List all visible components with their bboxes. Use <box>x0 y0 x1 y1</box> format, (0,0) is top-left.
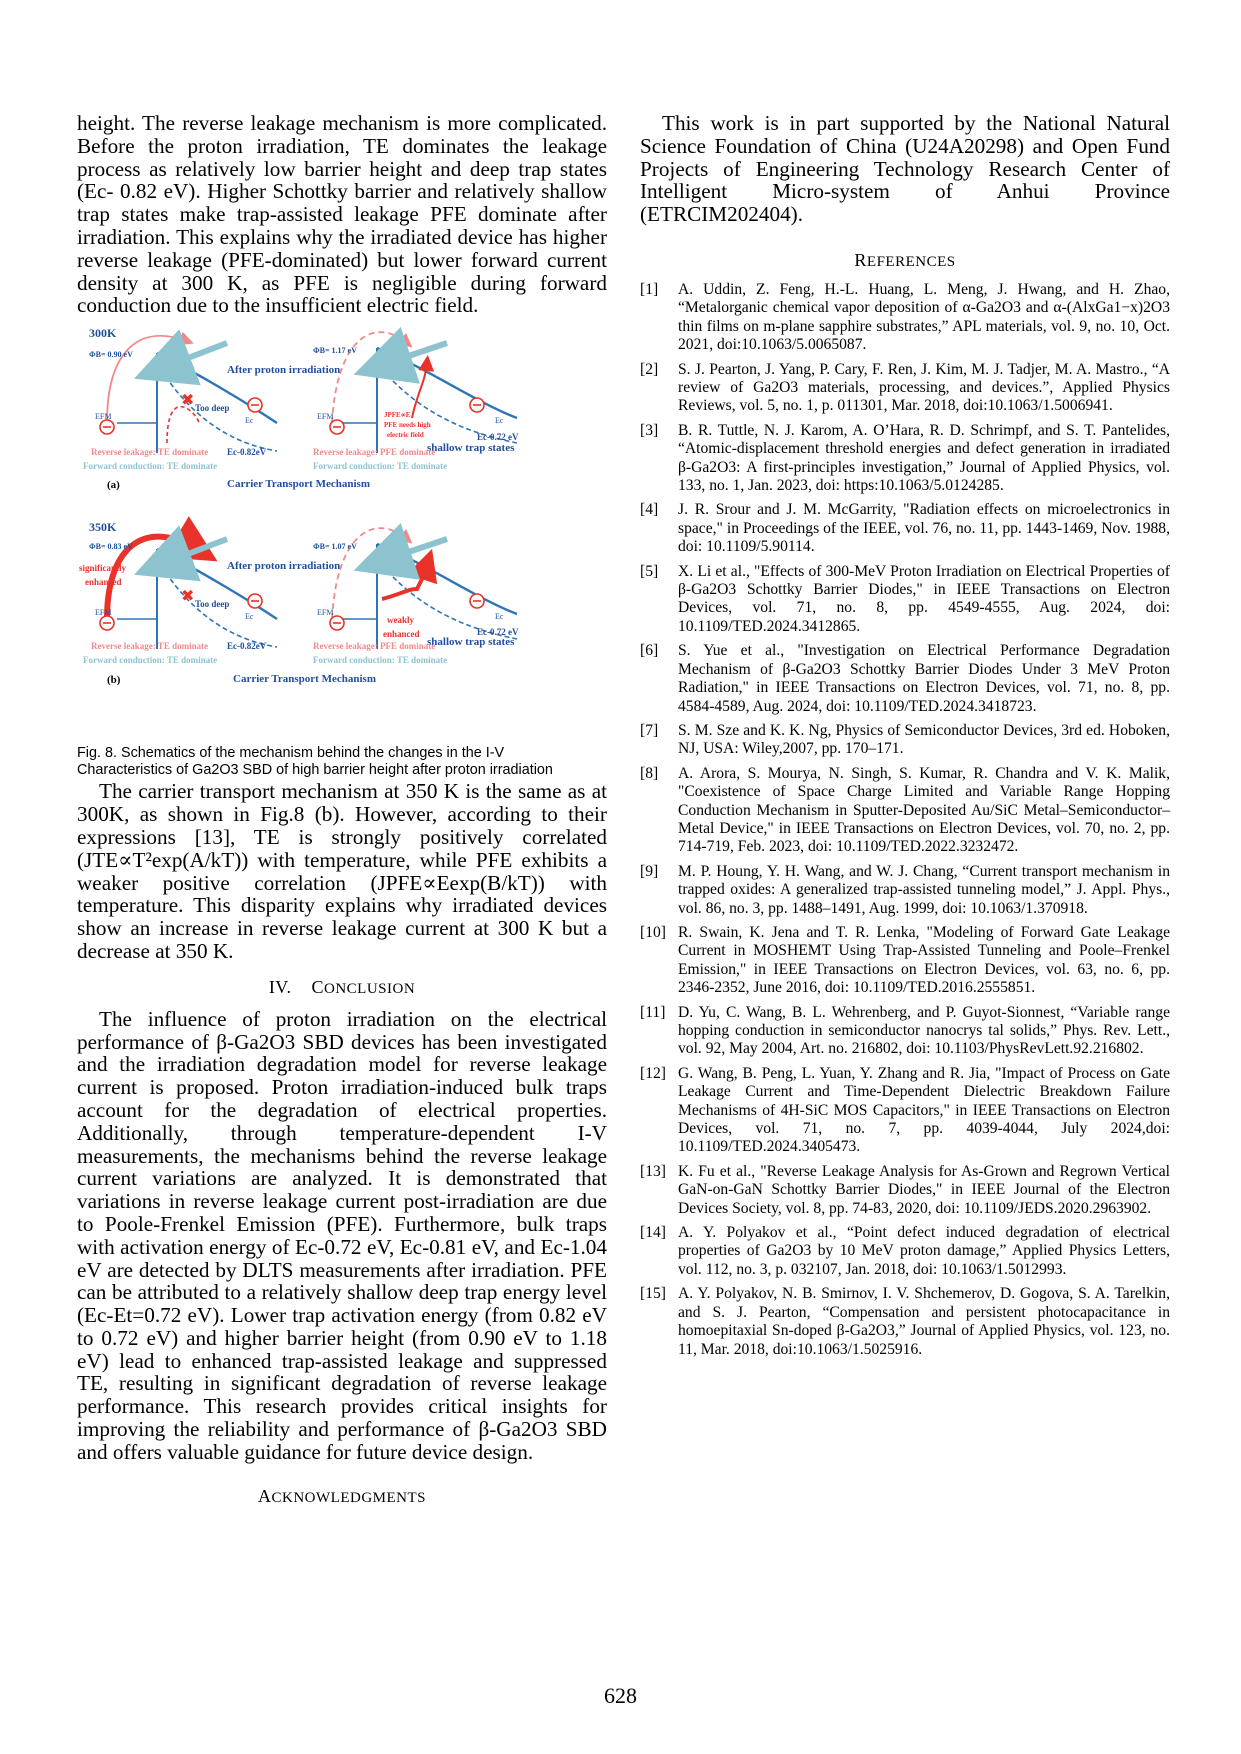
reference-item <box>640 1065 1170 1157</box>
reference-item <box>640 563 1170 637</box>
reference-text: S. M. Sze and K. K. Ng, Physics of Semiconductor Devices, 3rd ed. Hoboken, NJ, USA: Wiley,2007, pp. 170–171. <box>678 721 1170 758</box>
weakly-enhanced-label: weakly <box>387 615 414 626</box>
forward-conduction-label: Forward conduction: TE dominate <box>83 461 218 472</box>
shallow-trap-label: shallow trap states <box>427 636 515 649</box>
forward-current-arrow <box>162 343 227 368</box>
pfe-arrow <box>382 564 427 599</box>
reference-number: [3] <box>640 421 659 439</box>
reference-number: [5] <box>640 562 659 580</box>
panel-a-label: (a) <box>107 479 120 492</box>
reference-item <box>640 722 1170 759</box>
body-paragraph-top: height. The reverse leakage mechanism is more complicated. Before the proton irradiation, TE dominates the leakage process as relatively low barrier height and deep trap states (Ec- 0.82 eV). Higher Schottky barrier and relatively shallow trap states make trap-assisted leakage PFE dominate after irradiation. This explains why the irradiated device has higher reverse leakage (PFE-dominated) but lower forward current density at 300 K, as PFE is negligible during forward conduction due to the insufficient electric field. <box>77 111 607 318</box>
shallow-trap-label: shallow trap states <box>427 442 515 455</box>
caption-line: Characteristics of Ga2O3 SBD of high barrier height after proton irradiation <box>77 761 553 778</box>
reference-number: [2] <box>640 360 659 378</box>
reverse-leakage-label: Reverse leakage: PFE dominate <box>313 447 436 458</box>
reference-text: G. Wang, B. Peng, L. Yuan, Y. Zhang and R. Jia, "Impact of Process on Gate Leakage Current and Time-Dependent Dielectric Breakdown Failure Mechanisms of 4H-SiC MOS Capacitors," in IEEE Transactions on Electron Devices, vol. 71, no. 7, pp. 4039-4044, July 2024,doi: 10.1109/TED.2024.3405473. <box>678 1064 1170 1156</box>
te-emission-arrow <box>107 336 187 423</box>
conclusion-heading <box>77 977 607 998</box>
reference-text: A. Arora, S. Mourya, N. Singh, S. Kumar, R. Chandra and V. K. Malik, "Coexistence of Space Charge Limited and Variable Range Hopping Conduction Mechanism in Sputter-Deposited Au/SiC Metal–Semiconductor–Metal Device," in IEEE Transactions on Electron Devices, vol. 70, no. 2, pp. 714-719, Feb. 2023, doi: 10.1109/TED.2022.3232472. <box>678 764 1170 856</box>
significantly-enhanced-label: enhanced <box>85 577 122 588</box>
panel-a <box>83 326 519 491</box>
figure-8 <box>77 323 607 741</box>
left-column <box>77 112 607 1517</box>
efm-label: EFM <box>317 412 334 422</box>
trap-energy-label: Ec-0.72 eV <box>477 432 519 443</box>
reference-text: D. Yu, C. Wang, B. L. Wehrenberg, and P. Guyot-Sionnest, “Variable range hopping conduction in semiconductor nanocrys tal solids,” Phys. Rev. Lett., vol. 92, May 2004, Art. no. 216802, doi: 10.1103/PhysRevLett.92.216802. <box>678 1003 1170 1058</box>
forward-conduction-label: Forward conduction: TE dominate <box>83 655 218 666</box>
panel-b-temp: 350K <box>89 520 117 535</box>
trap-energy-label: Ec-0.82eV <box>227 447 267 458</box>
conclusion-paragraph: The influence of proton irradiation on the electrical performance of β-Ga2O3 SBD devices has been investigated and the irradiation degradation model for reverse leakage current is proposed. Proton irradiation-induced bulk traps account for the degradation of electrical properties. Additionally, through temperature-dependent I-V measurements, the mechanisms behind the reverse leakage current variations are analyzed. It is demonstrated that variations in reverse leakage current post-irradiation are due to Poole-Frenkel Emission (PFE). Furthermore, bulk traps with activation energy of Ec-0.72 eV, Ec-0.81 eV, and Ec-1.04 eV are detected by DLTS measurements after irradiation. PFE can be attributed to a relatively shallow deep trap energy level (Ec-Et=0.72 eV). Lower trap activation energy (from 0.82 eV to 0.72 eV) and higher barrier height (from 0.90 eV to 1.18 eV) lead to enhanced trap-assisted leakage and suppressed TE, resulting in significant degradation of reverse leakage performance. This research provides critical insights for improving the reliability and performance of β-Ga2O3 SBD and offers valuable guidance for future device design. <box>77 1006 607 1464</box>
panel-b-title: Carrier Transport Mechanism <box>233 673 376 686</box>
after-irradiation-label: After proton irradiation <box>227 560 341 573</box>
forward-current-arrow <box>162 539 227 564</box>
pfe-note: PFE needs high <box>384 421 431 430</box>
barrier-height-label: ΦB= 1.17 eV <box>313 346 357 356</box>
reference-number: [15] <box>640 1285 666 1303</box>
reference-item <box>640 765 1170 857</box>
reference-item <box>640 924 1170 998</box>
reference-text: S. J. Pearton, J. Yang, P. Cary, F. Ren, J. Kim, M. J. Tadjer, M. A. Mastro., “A review of Ga2O3 materials, processing, and devices.”, Applied Physics Reviews, vol. 5, no. 1, p. 011301, Mar. 2018, doi:10.1063/1.5006941. <box>678 360 1170 415</box>
reference-item <box>640 1285 1170 1359</box>
ec-label: Ec <box>495 612 504 622</box>
after-irradiation-label: After proton irradiation <box>227 364 341 377</box>
reference-item <box>640 281 1170 355</box>
trap-energy-label: Ec-0.72 eV <box>477 627 519 638</box>
reference-number: [1] <box>640 280 659 298</box>
page-number: 628 <box>604 1683 637 1708</box>
reference-item <box>640 501 1170 556</box>
section-title-initial: A <box>258 1485 272 1506</box>
panel-b <box>79 520 519 686</box>
reference-text: S. Yue et al., "Investigation on Electrical Performance Degradation Mechanism of β-Ga2O3 Schottky Barrier Diodes Under 3 MeV Proton Radiation," in IEEE Transactions on Electron Devices, vol. 71, no. 8, pp. 4584-4589, Aug. 2024, doi: 10.1109/TED.2024.3418723. <box>678 642 1170 715</box>
reference-item <box>640 1224 1170 1279</box>
reference-item <box>640 361 1170 416</box>
reference-item <box>640 1004 1170 1059</box>
pfe-note: electric field <box>387 431 424 440</box>
ec-label: Ec <box>245 612 254 622</box>
reference-text: X. Li et al., "Effects of 300-MeV Proton Irradiation on Electrical Properties of β-Ga2O3 Schottky Barrier Diodes," in IEEE Transactions on Electron Devices, vol. 71, no. 8, pp. 4549-4555, Aug. 2024, doi: 10.1109/TED.2024.3412865. <box>678 562 1170 635</box>
reference-item <box>640 1163 1170 1218</box>
significantly-enhanced-label: significantly <box>79 563 127 574</box>
reference-number: [13] <box>640 1162 666 1180</box>
reference-number: [7] <box>640 721 659 739</box>
section-title-rest: ONCLUSION <box>324 980 416 997</box>
figure-8-schematic <box>77 323 607 741</box>
caption-line: Fig. 8. Schematics of the mechanism behind the changes in the I-V <box>77 745 505 762</box>
efm-label: EFM <box>95 412 112 422</box>
reference-text: A. Y. Polyakov, N. B. Smirnov, I. V. Shchemerov, D. Gogova, S. A. Tarelkin, and S. J. Pearton, “Compensation and persistent photocapacitance in homoepitaxial Sn-doped β-Ga2O3,” Journal of Applied Physics, vol. 123, no. 11, Mar. 2018, doi:10.1063/1.5025916. <box>678 1285 1170 1358</box>
reference-item <box>640 863 1170 918</box>
reference-text: K. Fu et al., "Reverse Leakage Analysis for As-Grown and Regrown Vertical GaN-on-GaN Schottky Barrier Diodes," in IEEE Journal of the Electron Devices Society, vol. 8, pp. 74-83, 2020, doi: 10.1109/JEDS.2020.2963902. <box>678 1162 1170 1217</box>
right-column <box>640 112 1170 1365</box>
weakly-enhanced-label: enhanced <box>383 629 420 640</box>
pfe-note: JPFE∝E <box>384 411 411 420</box>
reference-text: B. R. Tuttle, N. J. Karom, A. O’Hara, R. D. Schrimpf, and S. T. Pantelides, “Atomic-displacement threshold energies and defect generation in irradiated β-Ga2O3: A first-principles investigation,” Journal of Applied Physics, vol. 133, no. 1, Jan. 2023, doi: https:10.1063/5.0124285. <box>678 421 1170 495</box>
reference-item <box>640 422 1170 496</box>
efm-label: EFM <box>317 608 334 618</box>
panel-a-title: Carrier Transport Mechanism <box>227 478 370 491</box>
references-heading <box>640 250 1170 271</box>
reference-text: A. Y. Polyakov et al., “Point defect induced degradation of electrical properties of Ga2O3 by 10 MeV proton damage,” Applied Physics Letters, vol. 112, no. 3, p. 032107, Jan. 2018, doi: 10.1063/1.5012993. <box>678 1224 1170 1278</box>
forward-conduction-label: Forward conduction: TE dominate <box>313 655 448 666</box>
reference-text: J. R. Srour and J. M. McGarrity, "Radiation effects on microelectronics in space," in Proceedings of the IEEE, vol. 76, no. 11, pp. 1443-1469, Nov. 1988, doi: 10.1109/5.90114. <box>678 501 1170 556</box>
trap-energy-label: Ec-0.82eV <box>227 641 267 652</box>
section-title-initial: C <box>311 976 325 997</box>
acknowledgments-heading <box>77 1486 607 1507</box>
reference-number: [10] <box>640 923 666 941</box>
ec-label: Ec <box>245 416 254 426</box>
panel-a-temp: 300K <box>89 326 117 341</box>
too-deep-label: Too deep <box>195 403 230 414</box>
panel-b-label: (b) <box>107 674 121 687</box>
ec-label: Ec <box>495 416 504 426</box>
body-paragraph-mid: The carrier transport mechanism at 350 K is the same as at 300K, as shown in Fig.8 (b). However, according to their expressions [13], TE is strongly positively correlated (JTE∝T²exp(A/kT)) with temperature, while PFE exhibits a weaker positive correlation (JPFE∝Eexp(B/kT)) with temperature. This disparity explains why irradiated devices show an increase in reverse leakage current at 300 K but a decrease at 350 K. <box>77 779 607 963</box>
reference-number: [9] <box>640 862 659 880</box>
reverse-leakage-label: Reverse leakage: TE dominate <box>91 641 209 652</box>
forward-conduction-label: Forward conduction: TE dominate <box>313 461 448 472</box>
figure-caption <box>77 745 607 778</box>
barrier-height-label: ΦB= 0.83 eV <box>89 542 133 552</box>
reference-number: [6] <box>640 642 659 660</box>
reference-number: [4] <box>640 501 659 519</box>
too-deep-label: Too deep <box>195 599 230 610</box>
reverse-leakage-label: Reverse leakage: TE dominate <box>91 447 209 458</box>
section-number: IV. <box>268 976 292 997</box>
reference-text: M. P. Houng, Y. H. Wang, and W. J. Chang, “Current transport mechanism in trapped oxides: A generalized trap-assisted tunneling model,” J. Appl. Phys., vol. 86, no. 3, pp. 1488–1491, Aug. 1999, doi: 10.1063/1.370918. <box>678 862 1170 917</box>
reference-text: R. Swain, K. Jena and T. R. Lenka, "Modeling of Forward Gate Leakage Current in MOSHEMT Using Trap-Assisted Tunneling and Poole–Frenkel Emission," in IEEE Transactions on Electron Devices, vol. 63, no. 6, pp. 2346-2352, June 2016, doi: 10.1109/TED.2016.2555851. <box>678 923 1170 997</box>
reference-number: [14] <box>640 1224 666 1242</box>
section-title-rest: CKNOWLEDGMENTS <box>271 1489 426 1506</box>
section-title-initial: R <box>854 249 867 270</box>
acknowledgment-text: This work is in part supported by the National Natural Science Foundation of China (U24A20298) and Open Fund Projects of Engineering Technology Research Center of Intelligent Micro-system of Anhui Province (ETRCIM202404). <box>640 111 1170 227</box>
reference-number: [12] <box>640 1064 666 1082</box>
pfe-arrow <box>412 363 427 418</box>
reference-number: [8] <box>640 764 659 782</box>
blocked-x-icon: ✖ <box>181 392 195 410</box>
blocked-x-icon: ✖ <box>181 588 195 606</box>
efm-label: EFM <box>95 608 112 618</box>
barrier-height-label: ΦB= 1.07 eV <box>313 542 357 552</box>
reference-list <box>640 281 1170 1359</box>
barrier-height-label: ΦB= 0.90 eV <box>89 350 133 360</box>
reference-text: A. Uddin, Z. Feng, H.-L. Huang, L. Meng, J. Hwang, and H. Zhao, “Metalorganic chemical vapor deposition of α-Ga2O3 and α-(AlxGa1−x)2O3 thin films on m-plane sapphire substrates,” APL materials, vol. 9, no. 10, Oct. 2021, doi:10.1063/5.0065087. <box>678 280 1170 354</box>
reverse-leakage-label: Reverse leakage: PFE dominate <box>313 641 436 652</box>
section-title-rest: EFERENCES <box>866 253 956 270</box>
reference-number: [11] <box>640 1003 666 1021</box>
reference-item <box>640 642 1170 716</box>
